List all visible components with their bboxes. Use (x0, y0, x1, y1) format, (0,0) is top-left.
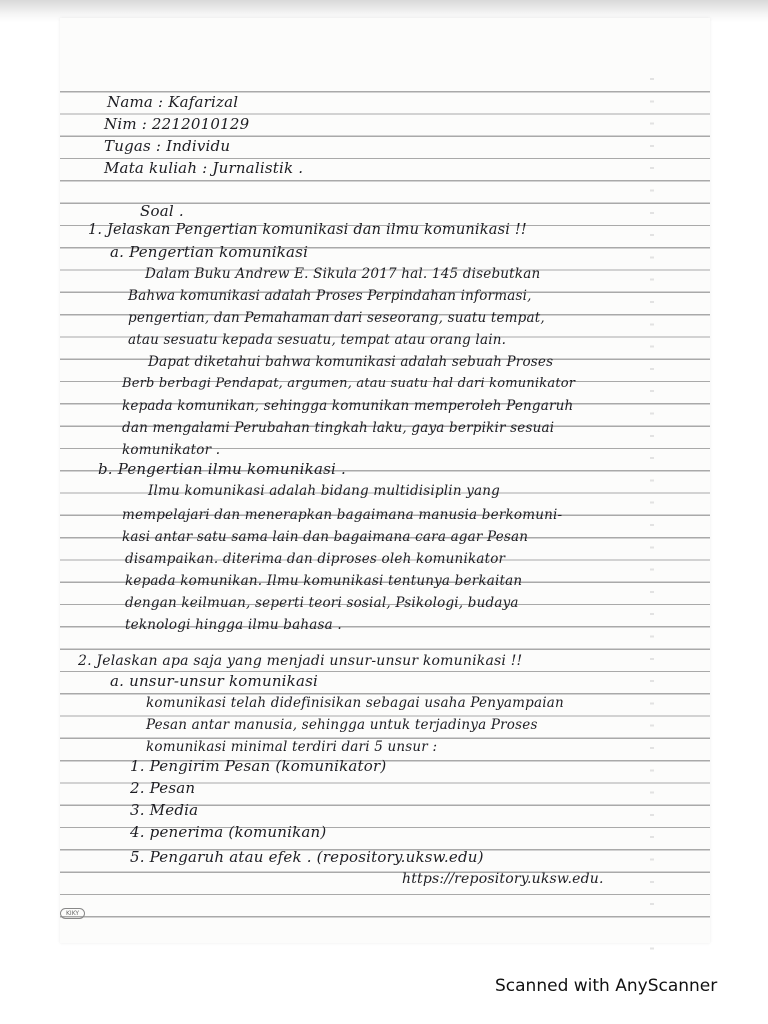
q1-b-line: teknologi hingga ilmu bahasa . (125, 617, 342, 633)
q2-a-title: a. unsur-unsur komunikasi (110, 672, 319, 690)
element-item: 4. penerima (komunikan) (130, 823, 327, 841)
q1-a-title: a. Pengertian komunikasi (110, 243, 309, 261)
q1-b-line: dengan keilmuan, seperti teori sosial, Psikologi, budaya (125, 595, 519, 611)
q2-a-line: Pesan antar manusia, sehingga untuk terjadinya Proses (146, 717, 538, 733)
q1-a-line: Dapat diketahui bahwa komunikasi adalah sebuah Proses (148, 354, 554, 370)
source-url: https://repository.uksw.edu. (402, 871, 604, 887)
q1-a-line: Berb berbagi Pendapat, argumen, atau suatu hal dari komunikator (122, 376, 576, 391)
question-1: 1. Jelaskan Pengertian komunikasi dan ilmu komunikasi !! (88, 222, 527, 238)
q1-b-line: disampaikan. diterima dan diproses oleh komunikator (125, 551, 506, 567)
q2-a-line: komunikasi minimal terdiri dari 5 unsur : (146, 739, 438, 755)
q1-b-line: kepada komunikan. Ilmu komunikasi tentunya berkaitan (125, 573, 523, 589)
q1-a-line: dan mengalami Perubahan tingkah laku, gaya berpikir sesuai (122, 420, 555, 436)
q1-a-line: Bahwa komunikasi adalah Proses Perpindahan informasi, (128, 288, 532, 304)
scanner-watermark: Scanned with AnyScanner (495, 976, 718, 996)
q1-a-line: kepada komunikan, sehingga komunikan memperoleh Pengaruh (122, 398, 574, 414)
q1-a-line: atau sesuatu kepada sesuatu, tempat atau orang lain. (128, 332, 507, 348)
element-item: 3. Media (130, 801, 199, 819)
q1-b-line: Ilmu komunikasi adalah bidang multidisiplin yang (148, 483, 501, 499)
q1-b-line: kasi antar satu sama lain dan bagaimana cara agar Pesan (122, 529, 529, 545)
course-name: Mata kuliah : Jurnalistik . (104, 159, 304, 177)
notebook-brand-stamp: KIKY (60, 908, 85, 919)
element-item: 2. Pesan (130, 779, 196, 797)
page-margin-dots (650, 78, 654, 958)
assignment-type: Tugas : Individu (104, 137, 231, 155)
q1-b-title: b. Pengertian ilmu komunikasi . (98, 460, 346, 478)
soal-heading: Soal . (140, 202, 184, 220)
q1-b-line: mempelajari dan menerapkan bagaimana manusia berkomuni- (122, 507, 563, 523)
element-item: 5. Pengaruh atau efek . (repository.uksw.edu) (130, 848, 484, 866)
student-name: Nama : Kafarizal (107, 93, 239, 111)
q2-a-line: komunikasi telah didefinisikan sebagai usaha Penyampaian (146, 695, 564, 711)
q1-a-line: pengertian, dan Pemahaman dari seseorang, suatu tempat, (128, 310, 545, 326)
q1-a-line: Dalam Buku Andrew E. Sikula 2017 hal. 145 disebutkan (145, 266, 541, 282)
question-2: 2. Jelaskan apa saja yang menjadi unsur-unsur komunikasi !! (78, 653, 523, 669)
q1-a-line: komunikator . (122, 442, 221, 458)
element-item: 1. Pengirim Pesan (komunikator) (130, 757, 387, 775)
student-nim: Nim : 2212010129 (104, 115, 250, 133)
